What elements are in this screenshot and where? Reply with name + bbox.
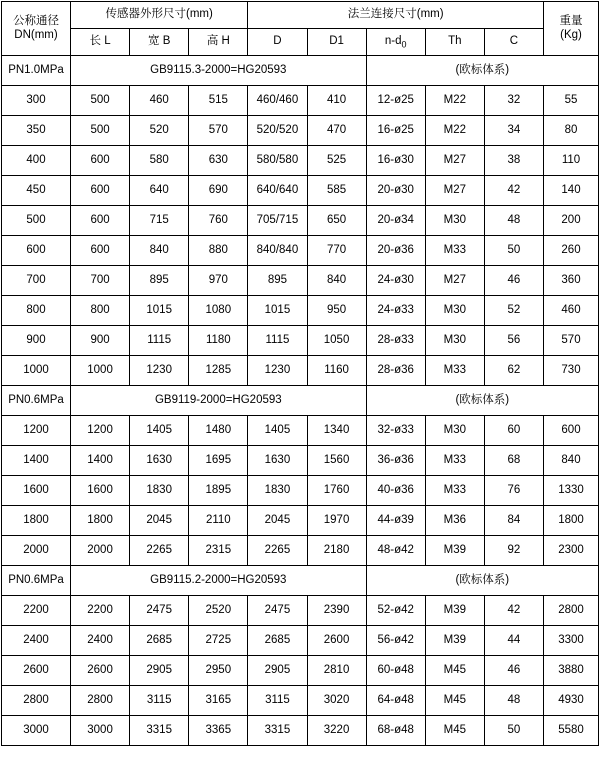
cell-c: 60 <box>484 416 543 446</box>
cell-d: 3315 <box>248 716 307 746</box>
cell-d1: 1760 <box>307 476 366 506</box>
cell-dn: 800 <box>2 296 71 326</box>
cell-length: 600 <box>71 176 130 206</box>
cell-th: M27 <box>425 176 484 206</box>
section-header-row <box>2 56 599 86</box>
cell-height: 970 <box>189 266 248 296</box>
cell-length: 600 <box>71 146 130 176</box>
cell-dn: 700 <box>2 266 71 296</box>
cell-weight: 2800 <box>544 596 599 626</box>
cell-d: 2475 <box>248 596 307 626</box>
cell-d: 520/520 <box>248 116 307 146</box>
cell-d: 895 <box>248 266 307 296</box>
cell-d1: 470 <box>307 116 366 146</box>
cell-d1: 2180 <box>307 536 366 566</box>
cell-d1: 650 <box>307 206 366 236</box>
cell-dn: 2800 <box>2 686 71 716</box>
cell-d1: 410 <box>307 86 366 116</box>
table-header <box>2 2 599 56</box>
cell-bolt-holes: 16-ø25 <box>366 116 425 146</box>
cell-width: 460 <box>130 86 189 116</box>
cell-d: 1230 <box>248 356 307 386</box>
header-bolt-holes-label: n-d <box>384 34 402 47</box>
cell-dn: 2200 <box>2 596 71 626</box>
cell-length: 1400 <box>71 446 130 476</box>
cell-c: 48 <box>484 206 543 236</box>
cell-height: 3365 <box>189 716 248 746</box>
cell-weight: 3880 <box>544 656 599 686</box>
cell-bolt-holes: 40-ø36 <box>366 476 425 506</box>
cell-c: 62 <box>484 356 543 386</box>
cell-dn: 2600 <box>2 656 71 686</box>
table-row <box>2 536 599 566</box>
cell-height: 1180 <box>189 326 248 356</box>
cell-height: 1080 <box>189 296 248 326</box>
cell-width: 1405 <box>130 416 189 446</box>
section-pressure-rating: PN1.0MPa <box>2 56 71 86</box>
cell-th: M27 <box>425 266 484 296</box>
cell-length: 1800 <box>71 506 130 536</box>
cell-d1: 1050 <box>307 326 366 356</box>
cell-d: 1115 <box>248 326 307 356</box>
cell-bolt-holes: 68-ø48 <box>366 716 425 746</box>
cell-length: 500 <box>71 86 130 116</box>
cell-dn: 450 <box>2 176 71 206</box>
cell-weight: 5580 <box>544 716 599 746</box>
table-row <box>2 116 599 146</box>
cell-length: 500 <box>71 116 130 146</box>
cell-weight: 3300 <box>544 626 599 656</box>
cell-bolt-holes: 28-ø36 <box>366 356 425 386</box>
cell-d1: 585 <box>307 176 366 206</box>
cell-bolt-holes: 56-ø42 <box>366 626 425 656</box>
cell-bolt-holes: 48-ø42 <box>366 536 425 566</box>
cell-th: M39 <box>425 536 484 566</box>
cell-c: 68 <box>484 446 543 476</box>
cell-weight: 140 <box>544 176 599 206</box>
cell-d1: 525 <box>307 146 366 176</box>
cell-weight: 360 <box>544 266 599 296</box>
header-d: D <box>248 29 307 56</box>
table-row <box>2 626 599 656</box>
table-row <box>2 296 599 326</box>
cell-c: 50 <box>484 716 543 746</box>
table-row <box>2 236 599 266</box>
cell-c: 46 <box>484 656 543 686</box>
header-nominal-diameter-sub: DN(mm) <box>14 28 58 41</box>
cell-c: 44 <box>484 626 543 656</box>
cell-width: 715 <box>130 206 189 236</box>
cell-d: 2265 <box>248 536 307 566</box>
cell-d: 2905 <box>248 656 307 686</box>
cell-dn: 2400 <box>2 626 71 656</box>
section-pressure-rating: PN0.6MPa <box>2 566 71 596</box>
cell-d1: 2600 <box>307 626 366 656</box>
header-sensor-dimensions: 传感器外形尺寸(mm) <box>71 2 248 29</box>
cell-length: 2400 <box>71 626 130 656</box>
table-row <box>2 416 599 446</box>
cell-length: 2800 <box>71 686 130 716</box>
cell-d1: 3020 <box>307 686 366 716</box>
cell-width: 3115 <box>130 686 189 716</box>
cell-th: M33 <box>425 356 484 386</box>
cell-height: 3165 <box>189 686 248 716</box>
cell-th: M45 <box>425 656 484 686</box>
cell-d: 460/460 <box>248 86 307 116</box>
cell-length: 2000 <box>71 536 130 566</box>
section-standard: GB9115.2-2000=HG20593 <box>71 566 367 596</box>
cell-c: 76 <box>484 476 543 506</box>
cell-bolt-holes: 20-ø36 <box>366 236 425 266</box>
cell-d1: 1560 <box>307 446 366 476</box>
cell-height: 2315 <box>189 536 248 566</box>
cell-height: 1285 <box>189 356 248 386</box>
cell-d: 2045 <box>248 506 307 536</box>
cell-height: 2725 <box>189 626 248 656</box>
cell-th: M33 <box>425 236 484 266</box>
cell-height: 515 <box>189 86 248 116</box>
cell-weight: 260 <box>544 236 599 266</box>
cell-width: 2265 <box>130 536 189 566</box>
cell-bolt-holes: 60-ø48 <box>366 656 425 686</box>
cell-weight: 1330 <box>544 476 599 506</box>
table-row <box>2 206 599 236</box>
header-th: Th <box>425 29 484 56</box>
cell-width: 580 <box>130 146 189 176</box>
cell-dn: 1200 <box>2 416 71 446</box>
header-bolt-holes <box>366 29 425 56</box>
header-height: 高 H <box>189 29 248 56</box>
cell-weight: 2300 <box>544 536 599 566</box>
cell-width: 1830 <box>130 476 189 506</box>
table-row <box>2 446 599 476</box>
cell-height: 760 <box>189 206 248 236</box>
section-header-row <box>2 566 599 596</box>
table-row <box>2 506 599 536</box>
table-row <box>2 326 599 356</box>
cell-length: 2200 <box>71 596 130 626</box>
cell-length: 1200 <box>71 416 130 446</box>
table-row <box>2 686 599 716</box>
cell-height: 1695 <box>189 446 248 476</box>
cell-height: 2950 <box>189 656 248 686</box>
header-nominal-diameter-label: 公称通径 <box>13 15 59 28</box>
section-system: (欧标体系) <box>366 386 598 416</box>
cell-length: 600 <box>71 236 130 266</box>
cell-weight: 80 <box>544 116 599 146</box>
cell-c: 32 <box>484 86 543 116</box>
cell-c: 42 <box>484 596 543 626</box>
cell-th: M30 <box>425 296 484 326</box>
cell-length: 1000 <box>71 356 130 386</box>
cell-width: 2475 <box>130 596 189 626</box>
cell-c: 42 <box>484 176 543 206</box>
cell-length: 3000 <box>71 716 130 746</box>
cell-length: 1600 <box>71 476 130 506</box>
cell-d1: 1160 <box>307 356 366 386</box>
section-system: (欧标体系) <box>366 566 598 596</box>
cell-height: 1895 <box>189 476 248 506</box>
cell-bolt-holes: 24-ø33 <box>366 296 425 326</box>
cell-weight: 570 <box>544 326 599 356</box>
cell-width: 2685 <box>130 626 189 656</box>
cell-d1: 1340 <box>307 416 366 446</box>
table-body <box>2 56 599 746</box>
cell-weight: 460 <box>544 296 599 326</box>
cell-weight: 110 <box>544 146 599 176</box>
cell-dn: 1800 <box>2 506 71 536</box>
cell-weight: 730 <box>544 356 599 386</box>
cell-bolt-holes: 16-ø30 <box>366 146 425 176</box>
cell-th: M27 <box>425 146 484 176</box>
cell-c: 52 <box>484 296 543 326</box>
cell-height: 2110 <box>189 506 248 536</box>
header-group-row <box>2 2 599 29</box>
cell-bolt-holes: 44-ø39 <box>366 506 425 536</box>
cell-length: 2600 <box>71 656 130 686</box>
cell-dn: 1400 <box>2 446 71 476</box>
cell-dn: 1000 <box>2 356 71 386</box>
cell-d1: 770 <box>307 236 366 266</box>
cell-d: 2685 <box>248 626 307 656</box>
table-row <box>2 176 599 206</box>
cell-bolt-holes: 20-ø34 <box>366 206 425 236</box>
cell-dn: 350 <box>2 116 71 146</box>
header-bolt-holes-sub: 0 <box>401 38 407 49</box>
cell-c: 92 <box>484 536 543 566</box>
section-header-row <box>2 386 599 416</box>
section-pressure-rating: PN0.6MPa <box>2 386 71 416</box>
header-nominal-diameter <box>2 2 71 56</box>
cell-bolt-holes: 28-ø33 <box>366 326 425 356</box>
header-weight-sub: (Kg) <box>560 28 582 41</box>
cell-d1: 1970 <box>307 506 366 536</box>
cell-dn: 1600 <box>2 476 71 506</box>
cell-d1: 2390 <box>307 596 366 626</box>
cell-width: 895 <box>130 266 189 296</box>
cell-d: 1405 <box>248 416 307 446</box>
table-row <box>2 476 599 506</box>
cell-width: 1015 <box>130 296 189 326</box>
cell-bolt-holes: 32-ø33 <box>366 416 425 446</box>
cell-c: 38 <box>484 146 543 176</box>
cell-th: M45 <box>425 716 484 746</box>
cell-weight: 55 <box>544 86 599 116</box>
cell-d: 580/580 <box>248 146 307 176</box>
cell-weight: 840 <box>544 446 599 476</box>
cell-width: 520 <box>130 116 189 146</box>
cell-weight: 1800 <box>544 506 599 536</box>
cell-d: 640/640 <box>248 176 307 206</box>
cell-c: 34 <box>484 116 543 146</box>
cell-dn: 3000 <box>2 716 71 746</box>
cell-bolt-holes: 12-ø25 <box>366 86 425 116</box>
cell-height: 1480 <box>189 416 248 446</box>
cell-th: M22 <box>425 86 484 116</box>
table-row <box>2 86 599 116</box>
table-row <box>2 716 599 746</box>
cell-d: 1830 <box>248 476 307 506</box>
cell-d1: 840 <box>307 266 366 296</box>
cell-dn: 400 <box>2 146 71 176</box>
cell-width: 2045 <box>130 506 189 536</box>
cell-length: 900 <box>71 326 130 356</box>
header-flange-dimensions: 法兰连接尺寸(mm) <box>248 2 544 29</box>
table-row <box>2 596 599 626</box>
cell-height: 2520 <box>189 596 248 626</box>
header-weight <box>544 2 599 56</box>
header-length: 长 L <box>71 29 130 56</box>
table-row <box>2 266 599 296</box>
cell-width: 1630 <box>130 446 189 476</box>
cell-dn: 2000 <box>2 536 71 566</box>
cell-th: M33 <box>425 476 484 506</box>
cell-width: 3315 <box>130 716 189 746</box>
cell-th: M39 <box>425 626 484 656</box>
cell-height: 880 <box>189 236 248 266</box>
cell-width: 840 <box>130 236 189 266</box>
header-d1: D1 <box>307 29 366 56</box>
cell-c: 56 <box>484 326 543 356</box>
cell-bolt-holes: 36-ø36 <box>366 446 425 476</box>
cell-c: 84 <box>484 506 543 536</box>
cell-c: 48 <box>484 686 543 716</box>
cell-d: 705/715 <box>248 206 307 236</box>
cell-d: 840/840 <box>248 236 307 266</box>
cell-bolt-holes: 64-ø48 <box>366 686 425 716</box>
cell-height: 630 <box>189 146 248 176</box>
cell-th: M45 <box>425 686 484 716</box>
cell-weight: 4930 <box>544 686 599 716</box>
section-standard: GB9119-2000=HG20593 <box>71 386 367 416</box>
cell-c: 46 <box>484 266 543 296</box>
cell-th: M30 <box>425 416 484 446</box>
cell-th: M30 <box>425 326 484 356</box>
header-c: C <box>484 29 543 56</box>
cell-d1: 950 <box>307 296 366 326</box>
header-width: 宽 B <box>130 29 189 56</box>
cell-height: 570 <box>189 116 248 146</box>
header-column-row <box>2 29 599 56</box>
cell-th: M33 <box>425 446 484 476</box>
specification-table <box>1 1 599 746</box>
cell-width: 1115 <box>130 326 189 356</box>
cell-d: 1015 <box>248 296 307 326</box>
cell-d1: 3220 <box>307 716 366 746</box>
cell-d: 3115 <box>248 686 307 716</box>
cell-width: 640 <box>130 176 189 206</box>
cell-dn: 500 <box>2 206 71 236</box>
cell-dn: 900 <box>2 326 71 356</box>
cell-length: 800 <box>71 296 130 326</box>
cell-bolt-holes: 24-ø30 <box>366 266 425 296</box>
section-standard: GB9115.3-2000=HG20593 <box>71 56 367 86</box>
cell-d: 1630 <box>248 446 307 476</box>
section-system: (欧标体系) <box>366 56 598 86</box>
cell-width: 2905 <box>130 656 189 686</box>
cell-dn: 600 <box>2 236 71 266</box>
cell-th: M39 <box>425 596 484 626</box>
header-weight-label: 重量 <box>559 15 583 28</box>
cell-c: 50 <box>484 236 543 266</box>
table-row <box>2 356 599 386</box>
cell-th: M22 <box>425 116 484 146</box>
cell-weight: 200 <box>544 206 599 236</box>
table-row <box>2 146 599 176</box>
cell-length: 600 <box>71 206 130 236</box>
cell-bolt-holes: 52-ø42 <box>366 596 425 626</box>
cell-dn: 300 <box>2 86 71 116</box>
cell-d1: 2810 <box>307 656 366 686</box>
cell-length: 700 <box>71 266 130 296</box>
cell-th: M36 <box>425 506 484 536</box>
cell-th: M30 <box>425 206 484 236</box>
cell-weight: 600 <box>544 416 599 446</box>
cell-height: 690 <box>189 176 248 206</box>
table-row <box>2 656 599 686</box>
cell-bolt-holes: 20-ø30 <box>366 176 425 206</box>
cell-width: 1230 <box>130 356 189 386</box>
